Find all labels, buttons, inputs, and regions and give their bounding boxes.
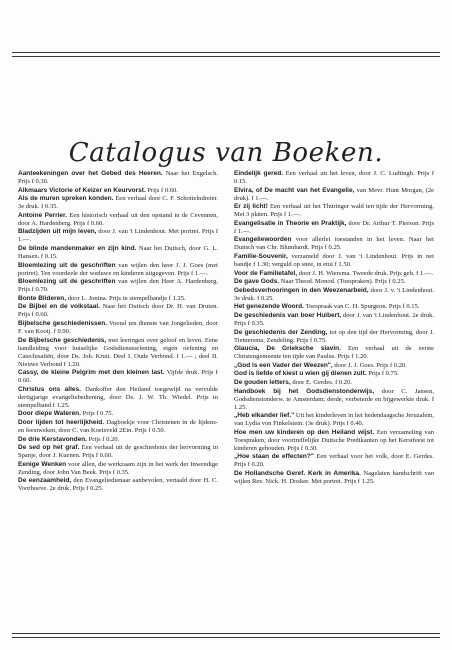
- entry-title: Eenige Wenken: [18, 460, 67, 468]
- entry-title: De geschiedenis van boer Huibert,: [234, 311, 342, 319]
- catalogue-entry: [18, 212, 218, 228]
- catalogue-entry: [18, 410, 218, 418]
- entry-title: Familie-Souvenir,: [234, 252, 288, 260]
- entry-description: Vooral ten dienste van Jongelieden, door F. van Kooij. f 0.90.: [18, 319, 218, 335]
- entry-description: door J. van 't Lindenhout. Met portret. Prijs f 1.—.: [18, 228, 218, 244]
- entry-title: De gouden letters,: [234, 378, 291, 386]
- catalogue-entry: [18, 461, 218, 477]
- entry-title: Alkmaars Victorie of Keizer en Keurvorst.: [18, 186, 146, 194]
- entry-title: „Heb elkander lief.": [234, 412, 295, 420]
- entry-description: Dagboekje voor Christenen in de lijdens- en feestweken, door C. van Koetsveld 2Ein. Prijs f 0.50.: [18, 418, 218, 434]
- entry-title: Bonte Blideren,: [18, 294, 67, 302]
- entry-description: Toespraak van C. H. Spurgeon. Prijs f 0.15.: [305, 303, 420, 311]
- catalogue-entry: [234, 329, 434, 345]
- entry-description: Naar het Engelsch. Prijs f 0.30.: [18, 170, 218, 185]
- entry-title: „God is een Vader der Weezen",: [234, 361, 333, 369]
- catalogue-entry: [18, 170, 218, 186]
- entry-title: De Bijbel en de volkstaal.: [18, 303, 101, 311]
- entry-title: Bloemlezing uit de geschriften: [18, 261, 116, 269]
- entry-description: door C. Jansen, Godsdienstonderw. te Amsterdam; derde, verbeterde en bijgewerkte druk. f 1.25.: [234, 387, 434, 411]
- catalogue-entry: [234, 170, 434, 186]
- entry-description: Naar het Duitsch, door G. L. Hansen. f 0.15.: [18, 244, 218, 260]
- entry-description: Nagelaten handschrift van wijlen Rev. Nick. H. Dosker. Met portret. Prijs f 1.25.: [234, 469, 434, 485]
- entry-title: De geschiedenis der Zending,: [234, 328, 328, 336]
- entry-description: door L. Jonina. Prijs in stempelbandje f 1.25.: [67, 294, 186, 302]
- entry-title: De eenzaamheid,: [18, 477, 72, 485]
- top-rule-outer: [12, 52, 440, 53]
- catalogue-entry: [234, 412, 434, 428]
- entry-description: Prijs f 0.60.: [147, 186, 178, 194]
- entry-title: De Bijbelsche geschiedenis,: [18, 336, 107, 344]
- catalogue-entry: [234, 370, 434, 378]
- catalogue-entry: [18, 444, 218, 460]
- catalogue-entry: [234, 429, 434, 453]
- entry-title: Bladzijden uit mijn leven,: [18, 228, 97, 236]
- entry-title: Bijbelsche geschiedenissen.: [18, 319, 108, 327]
- entry-title: Elvira, of De macht van het Evangelie,: [234, 186, 355, 194]
- entry-description: door J. van 't Lindenhout. 2e druk. Prijs f 0.35.: [234, 311, 435, 327]
- catalogue-entry: [234, 388, 434, 412]
- catalogue-entry: [234, 236, 434, 252]
- catalogue-entry: [18, 337, 218, 369]
- entry-title: Hoe men uw kinderen op den Heiland wijst.: [234, 428, 375, 436]
- entry-title: Het genezende Woord.: [234, 303, 304, 311]
- entry-description: Dankoffer den Heiland toegewijd na vervulde dertigjarige evangeliebediening, door Ds. J. W. Th. Wiedel. Prijs in stempelband f 1.25.: [18, 385, 219, 409]
- entry-description: Prijs f 0.75.: [368, 370, 399, 378]
- entry-description: van wijlen den heer J. J. Goes (met portret). Ten voordeele der weduwe en kinderen uitgegeven. Prijs f 1.—.: [18, 261, 218, 277]
- entry-title: Handboek bij het Godsdienstonderwijs,: [234, 387, 375, 395]
- bottom-rule-outer: [12, 637, 440, 638]
- entry-title: Glaucia, De Grieksche slavin.: [234, 345, 341, 353]
- catalogue-entry: [18, 320, 218, 336]
- entry-title: Evangelisatie in Theorie en Praktijk,: [234, 219, 347, 227]
- catalogue-entry: [234, 362, 434, 370]
- entry-description: Prijs f 0.75.: [82, 410, 114, 418]
- entry-description: Prijs f 0.20.: [88, 435, 120, 443]
- entry-title: De gave Gods.: [234, 278, 280, 286]
- catalogue-entry: [234, 303, 434, 311]
- entry-title: Er zij licht!: [234, 203, 268, 211]
- catalogue-entry: [18, 278, 218, 294]
- entry-title: Door lijden tot heerlijkheid.: [18, 418, 105, 426]
- catalogue-entry: [18, 245, 218, 261]
- entry-description: voor allerlei toestanden in het leven. Naar het Duitsch van Chr. Blumhardt. Prijs f 0.25.: [234, 236, 434, 252]
- catalogue-entry: [234, 312, 434, 328]
- entry-description: tot op den tijd der Hervorming, door J. Tiemersma, Zendeling. Prijs f 0.75.: [234, 328, 435, 344]
- catalogue-entry: [18, 295, 218, 303]
- catalogue-entry: [234, 379, 434, 387]
- catalogue-entry: [18, 386, 218, 410]
- catalogue-entry: [18, 262, 218, 278]
- entry-description: door J. H. Wiersma. Tweede druk. Prijs geb. f 1.—.: [298, 269, 434, 277]
- entry-description: Een verhaal uit de eerste Christengemeente ten tijde van Paulus. Prijs f 1.20.: [234, 345, 435, 361]
- catalogue-entry: [234, 453, 434, 469]
- catalogue-entry: [234, 203, 434, 219]
- entries-columns: [18, 170, 434, 494]
- catalogue-entry: [18, 436, 218, 444]
- entry-description: voor allen, die werkzaam zijn in het werk der Inwendige Zending, door John Van Beek. Prijs f 0.35.: [18, 460, 219, 476]
- entry-title: Antoine Perrier.: [18, 211, 68, 219]
- catalogue-entry: [18, 195, 218, 211]
- entry-title: „Hoe staan de effecten?": [234, 453, 314, 461]
- entry-title: Cassy, de kleine Pelgrim met den kleinen last.: [18, 369, 165, 377]
- catalogue-entry: [18, 187, 218, 195]
- catalogue-entry: [18, 303, 218, 319]
- catalogue-frame: [12, 52, 440, 638]
- entry-description: door Dr. Arthur T. Pierson. Prijs f 1.—.: [234, 219, 435, 235]
- catalogue-title: Catalogus van Boeken.: [68, 138, 384, 168]
- catalogue-entry: [234, 253, 434, 269]
- right-column: [234, 170, 434, 494]
- entry-title: De blinde mandenmaker en zijn kind.: [18, 244, 137, 252]
- entry-description: Naar het Duitsch door Dr. H. van Druten. Prijs f 0.60.: [18, 303, 219, 319]
- entry-description: door E. Gerdes. f 0.20.: [292, 378, 352, 386]
- left-column: [18, 170, 218, 494]
- entry-description: met leeringen over geloof en leven. Eene handleiding voor huiselijke Godsdienstoefening, eigen oefening en Catechisatiën, door Ds. Joh. Kruit. Deel I. Oude Verbond. f 1.— ; deel II. Nieuwe Verbond f 1.20.: [18, 336, 218, 368]
- catalogue-entry: [234, 187, 434, 203]
- entry-title: Als de muren spreken konden.: [18, 195, 114, 203]
- entry-description: Een verzameling van Toespraken, door voortreffelijke Duitsche Predikanten op het Kerstfeest tot kinderen gehouden. Prijs f 0.30.: [234, 428, 434, 452]
- entry-description: Een verhaal voor het volk, door E. Gerdes. Prijs f 0.20.: [234, 453, 434, 469]
- catalogue-entry: [234, 270, 434, 278]
- bottom-rule-inner: [12, 633, 440, 634]
- entry-description: den Evangeliedienaar aanbevolen, vertaald door H. C. Voorhoeve. 2e druk. Prijs f 0.25.: [18, 477, 218, 493]
- entry-description: Naar Theod. Monod. (Toespraken). Prijs f 0.25.: [280, 278, 406, 286]
- entry-title: Eindelijk gered.: [234, 170, 284, 177]
- entry-title: Door diepe Wateren.: [18, 410, 81, 418]
- entry-title: Aanteekeningen over het Gebed des Heeren.: [18, 170, 163, 177]
- entry-description: Een verhaal uit het leven, door J. C. Ludtingh. Prijs f 0.15.: [234, 170, 434, 185]
- entry-description: Uit het kinderleven in het hedendaagsche Jeruzalem, van Lydia von Finkelstein. (3e druk). Prijs f 0.40.: [234, 412, 434, 428]
- entry-description: van Mevr. Hunt Morgan, (2e druk). f 1.—.: [234, 186, 435, 202]
- catalogue-entry: [18, 228, 218, 244]
- catalogue-entry: [18, 419, 218, 435]
- entry-title: Evangeliewoorden: [234, 236, 292, 244]
- catalogue-entry: [234, 278, 434, 286]
- entry-title: Bloemlezing uit de geschriften: [18, 278, 116, 286]
- entry-title: De drie Kerstavonden.: [18, 435, 87, 443]
- entry-description: door J. J. Goes. Prijs f 0.20.: [334, 361, 407, 369]
- catalogue-entry: [234, 470, 434, 486]
- entry-description: van wijlen den Heer A. Hardenberg. Prijs f 0.70.: [18, 278, 219, 294]
- entry-description: Een verhaal uit het Thüringer wald ten tijde der Hervorming. Met 3 platen. Prijs f 1.—.: [234, 203, 435, 219]
- entry-title: Voor de Familietafel,: [234, 269, 298, 277]
- catalogue-entry: [234, 345, 434, 361]
- entry-description: door J. v. 't Lindenhout. 3e druk. f 0.25.: [234, 286, 434, 302]
- catalogue-entry: [234, 287, 434, 303]
- entry-title: Gebedsverhooringen in den Weezenarbeid,: [234, 286, 369, 294]
- entry-title: Christus ons alles.: [18, 385, 81, 393]
- top-rule-inner: [12, 56, 440, 57]
- entry-description: Een historisch verhaal uit den opstand in de Cevennen, door A. Hardenberg. Prijs f 0.60.: [18, 211, 219, 227]
- entry-title: God is liefde of kiest u wien gij dienen zult.: [234, 370, 367, 378]
- entry-description: verzameld door J. van 't Lindenhout. Prijs in net bandje f 1.30; verguld op snee, in etui f 1.50.: [234, 252, 434, 268]
- entry-title: De sed op het graf.: [18, 444, 80, 452]
- entry-title: De Hollandsche Geref. Kerk in Amerika.: [234, 469, 361, 477]
- entry-description: Een verhaal uit de geschiedenis der hervorming in Spanje, door J. Kuenen. Prijs f 0.60.: [18, 444, 218, 460]
- entry-description: Een verhaal door C. F. Schottelndreier. 3e druk. f 0.35.: [18, 195, 218, 211]
- catalogue-entry: [18, 369, 218, 385]
- entry-description: Vijfde druk. Prijs f 0.60.: [18, 369, 218, 385]
- catalogue-entry: [18, 477, 218, 493]
- catalogue-entry: [234, 220, 434, 236]
